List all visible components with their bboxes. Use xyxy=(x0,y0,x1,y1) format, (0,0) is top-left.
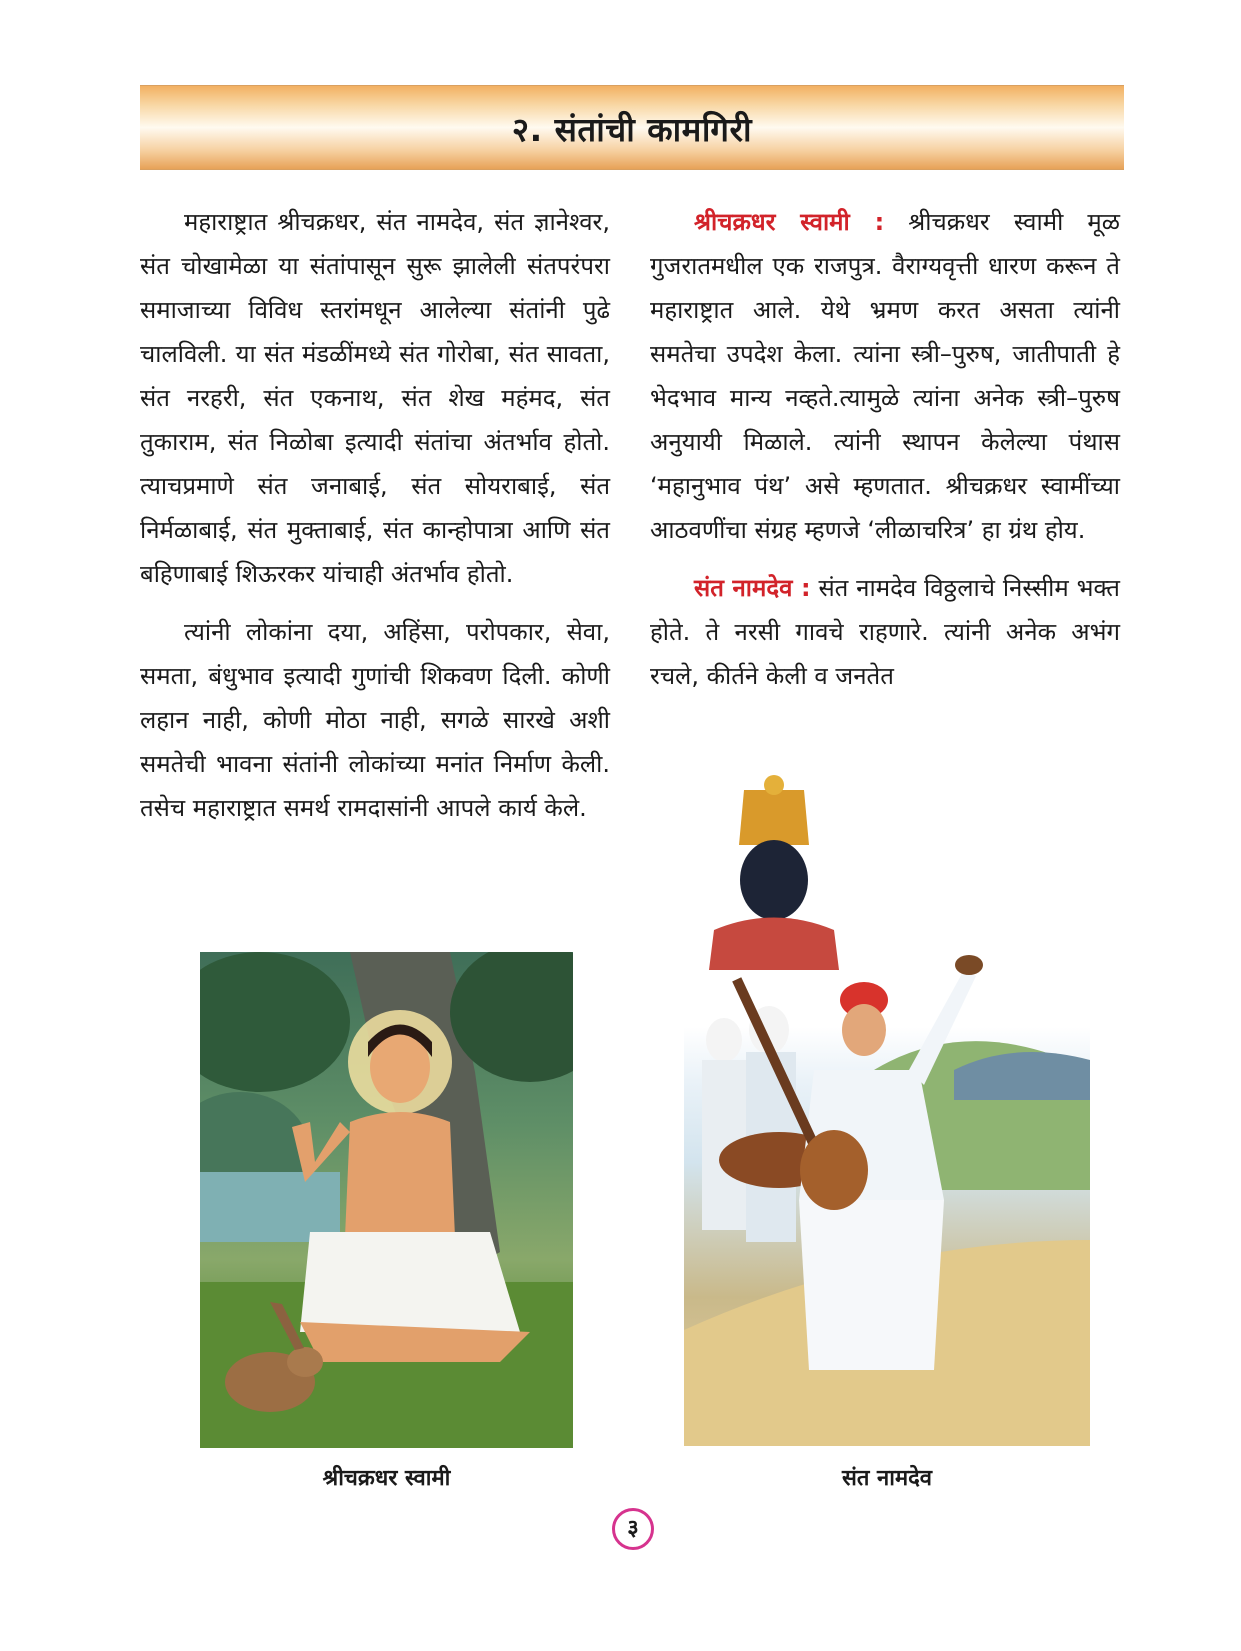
section-chakradhar xyxy=(650,200,1120,552)
paragraph: महाराष्ट्रात श्रीचक्रधर, संत नामदेव, संत ज्ञानेश्वर, संत चोखामेळा या संतांपासून सुरू झालेली संतपरंपरा समाजाच्या विविध स्तरांमधून आलेल्या संतांनी पुढे चालविली. या संत मंडळींमध्ये संत गोरोबा, संत सावता, संत नरहरी, संत एकनाथ, संत शेख महंमद, संत तुकाराम, संत निळोबा इत्यादी संतांचा अंतर्भाव होतो. त्याचप्रमाणे संत जनाबाई, संत सोयराबाई, संत निर्मळाबाई, संत मुक्ताबाई, संत कान्होपात्रा आणि संत बहिणाबाई शिऊरकर यांचाही अंतर्भाव होतो. xyxy=(140,208,610,588)
figure-caption: श्रीचक्रधर स्वामी xyxy=(322,1466,451,1491)
section-text: श्रीचक्रधर स्वामी मूळ गुजरातमधील एक राजपुत्र. वैराग्यवृत्ती धारण करून ते महाराष्ट्रात आले. येथे भ्रमण करत असता त्यांनी समतेचा उपदेश केला. त्यांना स्त्री–पुरुष, जातीपाती हे भेदभाव मान्य नव्हते.त्यामुळे त्यांना अनेक स्त्री–पुरुष अनुयायी मिळाले. त्यांनी स्थापन केलेल्या पंथास ‘महानुभाव पंथ’ असे म्हणतात. श्रीचक्रधर स्वामींच्या आठवणींचा संग्रह म्हणजे ‘लीळाचरित्र’ हा ग्रंथ होय. xyxy=(650,208,1121,544)
chapter-banner xyxy=(140,85,1124,170)
section-namdev xyxy=(650,566,1120,698)
sant-namdev-illustration xyxy=(684,770,1090,1446)
chapter-title: २. संतांची कामगिरी xyxy=(511,110,753,149)
left-column xyxy=(140,200,610,844)
section-text: संत नामदेव विठ्ठलाचे निस्सीम भक्त होते. ते नरसी गावचे राहणारे. त्यांनी अनेक अभंग रचले, कीर्तने केली व जनतेत xyxy=(650,574,1120,690)
chakradhar-swami-illustration xyxy=(200,952,573,1448)
section-heading: श्रीचक्रधर स्वामी : xyxy=(694,208,885,236)
figure-caption: संत नामदेव xyxy=(841,1466,933,1491)
right-column xyxy=(650,200,1120,712)
paragraph: त्यांनी लोकांना दया, अहिंसा, परोपकार, सेवा, समता, बंधुभाव इत्यादी गुणांची शिकवण दिली. कोणी लहान नाही, कोणी मोठा नाही, सगळे सारखे अशी समतेची भावना संतांनी लोकांच्या मनांत निर्माण केली. तसेच महाराष्ट्रात समर्थ रामदासांनी आपले कार्य केले. xyxy=(140,618,610,822)
page-number: ३ xyxy=(612,1508,654,1550)
section-heading: संत नामदेव : xyxy=(694,574,811,602)
